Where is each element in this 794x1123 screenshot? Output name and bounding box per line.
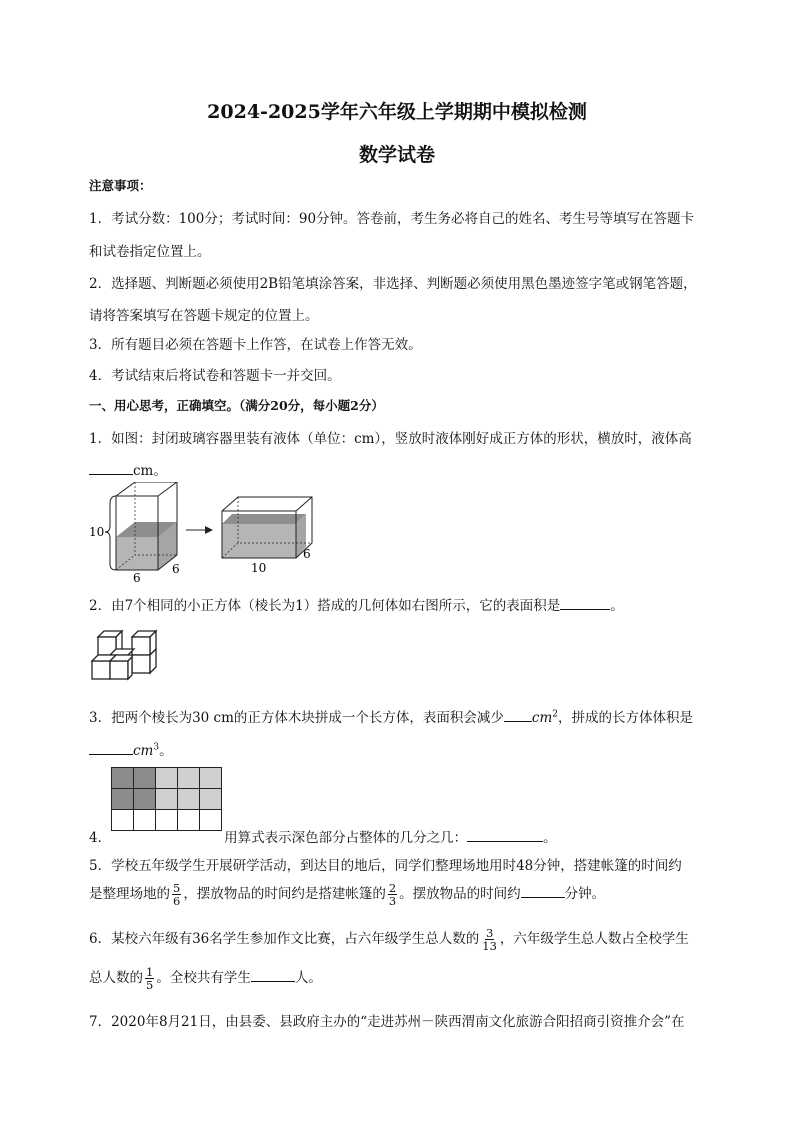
q1-length-label: 10 bbox=[251, 561, 267, 575]
q6-text-b1: 总人数的 bbox=[89, 970, 143, 986]
q1-lying-edge bbox=[296, 497, 312, 511]
q6-frac2-den: 5 bbox=[146, 978, 154, 992]
q4-grid-cell-r1-c4 bbox=[178, 768, 200, 789]
q2-cube-bottom-1 bbox=[92, 661, 110, 679]
q1-text: 1．如图：封闭玻璃容器里装有液体（单位：cm），竖放时液体刚好成正方体的形状，横放时，液体高 bbox=[89, 431, 692, 447]
q6-blank[interactable] bbox=[251, 969, 295, 982]
q4-grid-cell-r1-c1 bbox=[112, 768, 134, 789]
page-subtitle: 数学试卷 bbox=[358, 144, 435, 166]
q5-text-b4: 分钟。 bbox=[564, 886, 606, 902]
q4-grid-figure bbox=[111, 767, 223, 835]
section-1-heading: 一、用心思考，正确填空。（满分20分，每小题2分） bbox=[89, 398, 384, 413]
q5-blank[interactable] bbox=[521, 885, 565, 898]
q5-text-b2: ，摆放物品的时间约是搭建帐篷的 bbox=[183, 886, 386, 902]
q4-grid-cell-r2-c3 bbox=[156, 789, 178, 810]
q6-fraction-1 bbox=[481, 927, 498, 952]
q2-cube-bottom-3 bbox=[132, 655, 150, 673]
q4-grid-cell-r2-c5 bbox=[200, 789, 222, 810]
q1-unit: cm。 bbox=[133, 463, 167, 479]
q2-cube-bottom-2-side bbox=[128, 657, 132, 679]
q6-frac1-den: 13 bbox=[482, 939, 497, 953]
q4-text: 用算式表示深色部分占整体的几分之几： bbox=[224, 830, 468, 846]
q1-lying-liquid-front bbox=[222, 524, 296, 558]
q3-unit-volume: cm bbox=[133, 743, 154, 759]
q5-text-b3: 。摆放物品的时间约 bbox=[399, 886, 521, 902]
q4-grid-cell-r1-c5 bbox=[200, 768, 222, 789]
q4-grid-cell-r1-c3 bbox=[156, 768, 178, 789]
q5-line-b bbox=[89, 882, 729, 907]
q3-line-b bbox=[89, 739, 729, 759]
q5-fraction-1 bbox=[172, 882, 181, 907]
q4-blank[interactable] bbox=[467, 829, 543, 842]
notes-heading: 注意事项： bbox=[89, 178, 152, 193]
q6-text-b3: 人。 bbox=[294, 970, 322, 986]
q4-end: 。 bbox=[543, 830, 557, 846]
q4-grid-cell-r1-c2 bbox=[134, 768, 156, 789]
q4-grid-cell-r2-c4 bbox=[178, 789, 200, 810]
q6-frac1-num: 3 bbox=[485, 926, 494, 940]
q2-cubes-figure bbox=[88, 629, 164, 687]
note-1-line-b: 和试卷指定位置上。 bbox=[89, 244, 211, 260]
q6-frac2-num: 1 bbox=[146, 965, 154, 979]
q1-lying-liquid-top bbox=[222, 514, 306, 524]
q1-blank[interactable] bbox=[89, 462, 133, 475]
q7-line-a: 7．2020年8月21日，由县委、县政府主办的“走进苏州－陕西渭南文化旅游合阳招商引资推介会”在 bbox=[89, 1014, 685, 1030]
q3-line-a bbox=[89, 706, 729, 726]
page-title: 2024-2025学年六年级上学期期中模拟检测 bbox=[207, 101, 587, 123]
q1-depth-label: 6 bbox=[172, 562, 180, 576]
q2-cube-top-right-front bbox=[132, 637, 150, 655]
q3-text-a: 3．把两个棱长为30 cm的正方体木块拼成一个长方体，表面积会减少 bbox=[89, 710, 504, 726]
q3-unit-volume-sup: 3 bbox=[153, 742, 160, 753]
q2-cube-bottom-2 bbox=[110, 661, 128, 679]
q6-line-a bbox=[89, 927, 729, 952]
q3-text-b: ，拼成的长方体体积是 bbox=[558, 710, 694, 726]
q5-frac1-den: 6 bbox=[173, 894, 181, 908]
q4-line bbox=[89, 826, 729, 846]
q1-answer-line bbox=[89, 459, 729, 479]
q2-line bbox=[89, 594, 729, 614]
q4-grid-cell-r2-c2 bbox=[134, 789, 156, 810]
q3-end: 。 bbox=[159, 743, 173, 759]
q6-text-b2: 。全校共有学生 bbox=[156, 970, 251, 986]
q6-line-b bbox=[89, 966, 729, 991]
note-4: 4．考试结束后将试卷和答题卡一并交回。 bbox=[89, 368, 341, 384]
q4-number: 4． bbox=[89, 830, 112, 846]
q5-text-b1: 是整理场地的 bbox=[89, 886, 170, 902]
q1-lying-depth-label: 6 bbox=[303, 547, 311, 561]
q3-blank-area[interactable] bbox=[504, 709, 532, 722]
q5-fraction-2 bbox=[388, 882, 397, 907]
note-2-line-a: 2．选择题、判断题必须使用2B铅笔填涂答案，非选择、判断题必须使用黑色墨迹签字笔或钢笔答题， bbox=[89, 276, 697, 292]
q6-text-a1: 6．某校六年级有36名学生参加作文比赛，占六年级学生总人数的 bbox=[89, 931, 480, 947]
q6-fraction-2 bbox=[145, 966, 154, 991]
q5-frac1-num: 5 bbox=[173, 881, 181, 895]
q2-blank[interactable] bbox=[560, 597, 610, 610]
q1-upright-edge bbox=[158, 482, 177, 496]
q2-text: 2．由7个相同的小正方体（棱长为1）搭成的几何体如右图所示，它的表面积是 bbox=[89, 598, 561, 614]
q1-width-label: 6 bbox=[133, 571, 141, 584]
q3-blank-volume[interactable] bbox=[89, 742, 133, 755]
q3-unit-area-sup: 2 bbox=[552, 709, 559, 720]
q2-end: 。 bbox=[610, 598, 624, 614]
q3-unit-area: cm bbox=[531, 710, 553, 726]
q5-frac2-den: 3 bbox=[388, 894, 397, 908]
q4-grid-cell-r2-c1 bbox=[112, 789, 134, 810]
note-1-line-a: 1．考试分数：100分；考试时间：90分钟。答卷前，考生务必将自己的姓名、考生号等填写在答题卡 bbox=[89, 211, 695, 227]
q1-arrow-head bbox=[205, 526, 213, 534]
q5-frac2-num: 2 bbox=[388, 881, 397, 895]
note-3: 3．所有题目必须在答题卡上作答，在试卷上作答无效。 bbox=[89, 337, 422, 353]
q1-height-brace bbox=[105, 496, 116, 570]
q6-text-a2: ，六年级学生总人数占全校学生 bbox=[499, 931, 689, 947]
q5-line-a: 5．学校五年级学生开展研学活动，到达目的地后，同学们整理场地用时48分钟，搭建帐篷的时间约 bbox=[89, 858, 682, 874]
note-2-line-b: 请将答案填写在答题卡规定的位置上。 bbox=[89, 308, 319, 324]
q1-figure bbox=[86, 482, 326, 584]
q1-height-label: 10 bbox=[89, 525, 105, 539]
